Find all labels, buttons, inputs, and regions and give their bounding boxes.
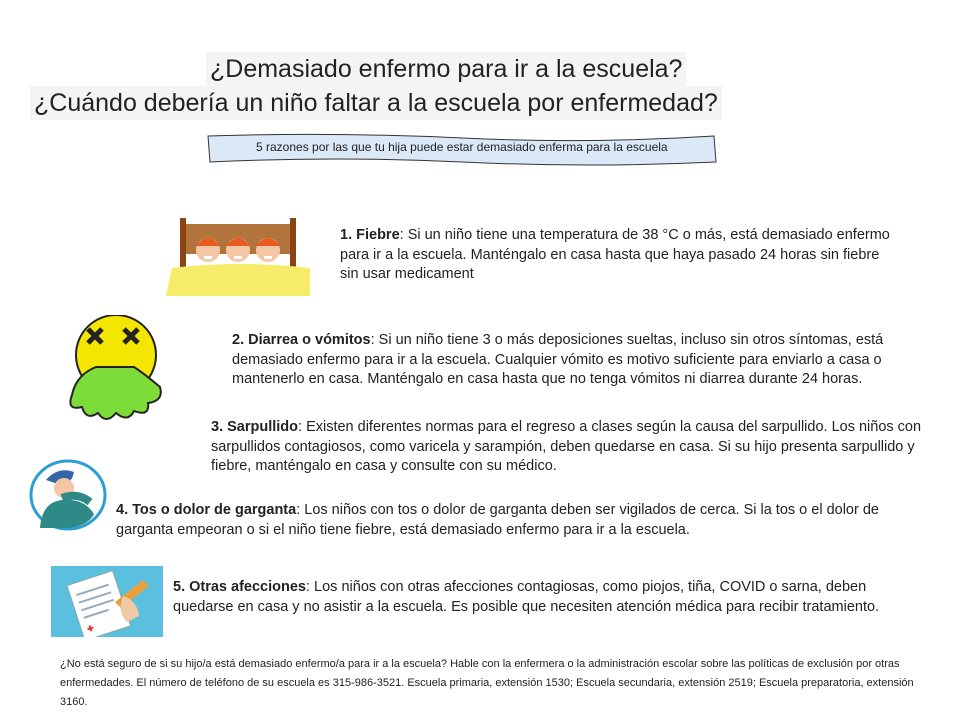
item-body: : Los niños con otras afecciones contagiosas, como piojos, tiña, COVID o sarna, deben quedarse en casa y no asistir a la escuela. Es posible que necesiten atención médica para recibir tratamiento. — [173, 579, 880, 615]
banner-text: 5 razones por las que tu hija puede estar demasiado enferma para la escuela — [256, 140, 668, 154]
item-body: : Si un niño tiene 3 o más deposiciones sueltas, incluso sin otros síntomas, está demasiado enfermo para ir a la escuela. Cualquier vómito es motivo suficiente para enviarlo a casa o mantenerlo en casa. Manténgalo en casa hasta que no tenga vómitos ni diarrea durante 24 horas. — [232, 332, 884, 387]
page-title: ¿Demasiado enfermo para ir a la escuela? — [206, 52, 686, 86]
page-subtitle: ¿Cuándo debería un niño faltar a la escuela por enfermedad? — [30, 86, 722, 120]
item-body: : Si un niño tiene una temperatura de 38 °C o más, está demasiado enfermo para ir a la escuela. Manténgalo en casa hasta que haya pasado 24 horas sin fiebre sin usar medicament — [340, 227, 890, 282]
item-body: : Los niños con tos o dolor de garganta deben ser vigilados de cerca. Si la tos o el dolor de garganta empeoran o si el niño tiene fiebre, está demasiado enfermo para ir a la escuela. — [116, 502, 879, 538]
item-heading: 5. Otras afecciones — [173, 579, 306, 595]
item-heading: 4. Tos o dolor de garganta — [116, 502, 297, 518]
item-body: : Existen diferentes normas para el regreso a clases según la causa del sarpullido. Los niños con sarpullidos contagiosos, como varicela y sarampión, deben quedarse en casa. Si su hijo presenta sarpullido y fiebre, manténgalo en casa y consulte con su médico. — [211, 419, 922, 474]
list-item — [211, 418, 931, 477]
item-heading: 1. Fiebre — [340, 227, 400, 243]
list-item — [173, 578, 923, 617]
item-heading: 3. Sarpullido — [211, 419, 299, 435]
item-heading: 2. Diarrea o vómitos — [232, 332, 371, 348]
footer-note: ¿No está seguro de si su hijo/a está demasiado enfermo/a para ir a la escuela? Hable con la enfermera o la administración escolar sobre las políticas de exclusión por otras enfermedades. El número de teléfono de su escuela es 315-986-3521. Escuela primaria, extensión 1530; Escuela secundaria, extensión 2519; Escuela preparatoria, extensión 3160. — [60, 658, 914, 708]
banner — [206, 132, 718, 172]
list-item — [116, 501, 916, 540]
medical-form-icon — [51, 566, 163, 637]
vomiting-face-icon — [66, 315, 166, 425]
sick-kids-in-bed-icon — [166, 216, 310, 296]
coughing-person-icon — [28, 458, 108, 532]
list-item — [340, 226, 900, 285]
list-item — [232, 331, 954, 390]
